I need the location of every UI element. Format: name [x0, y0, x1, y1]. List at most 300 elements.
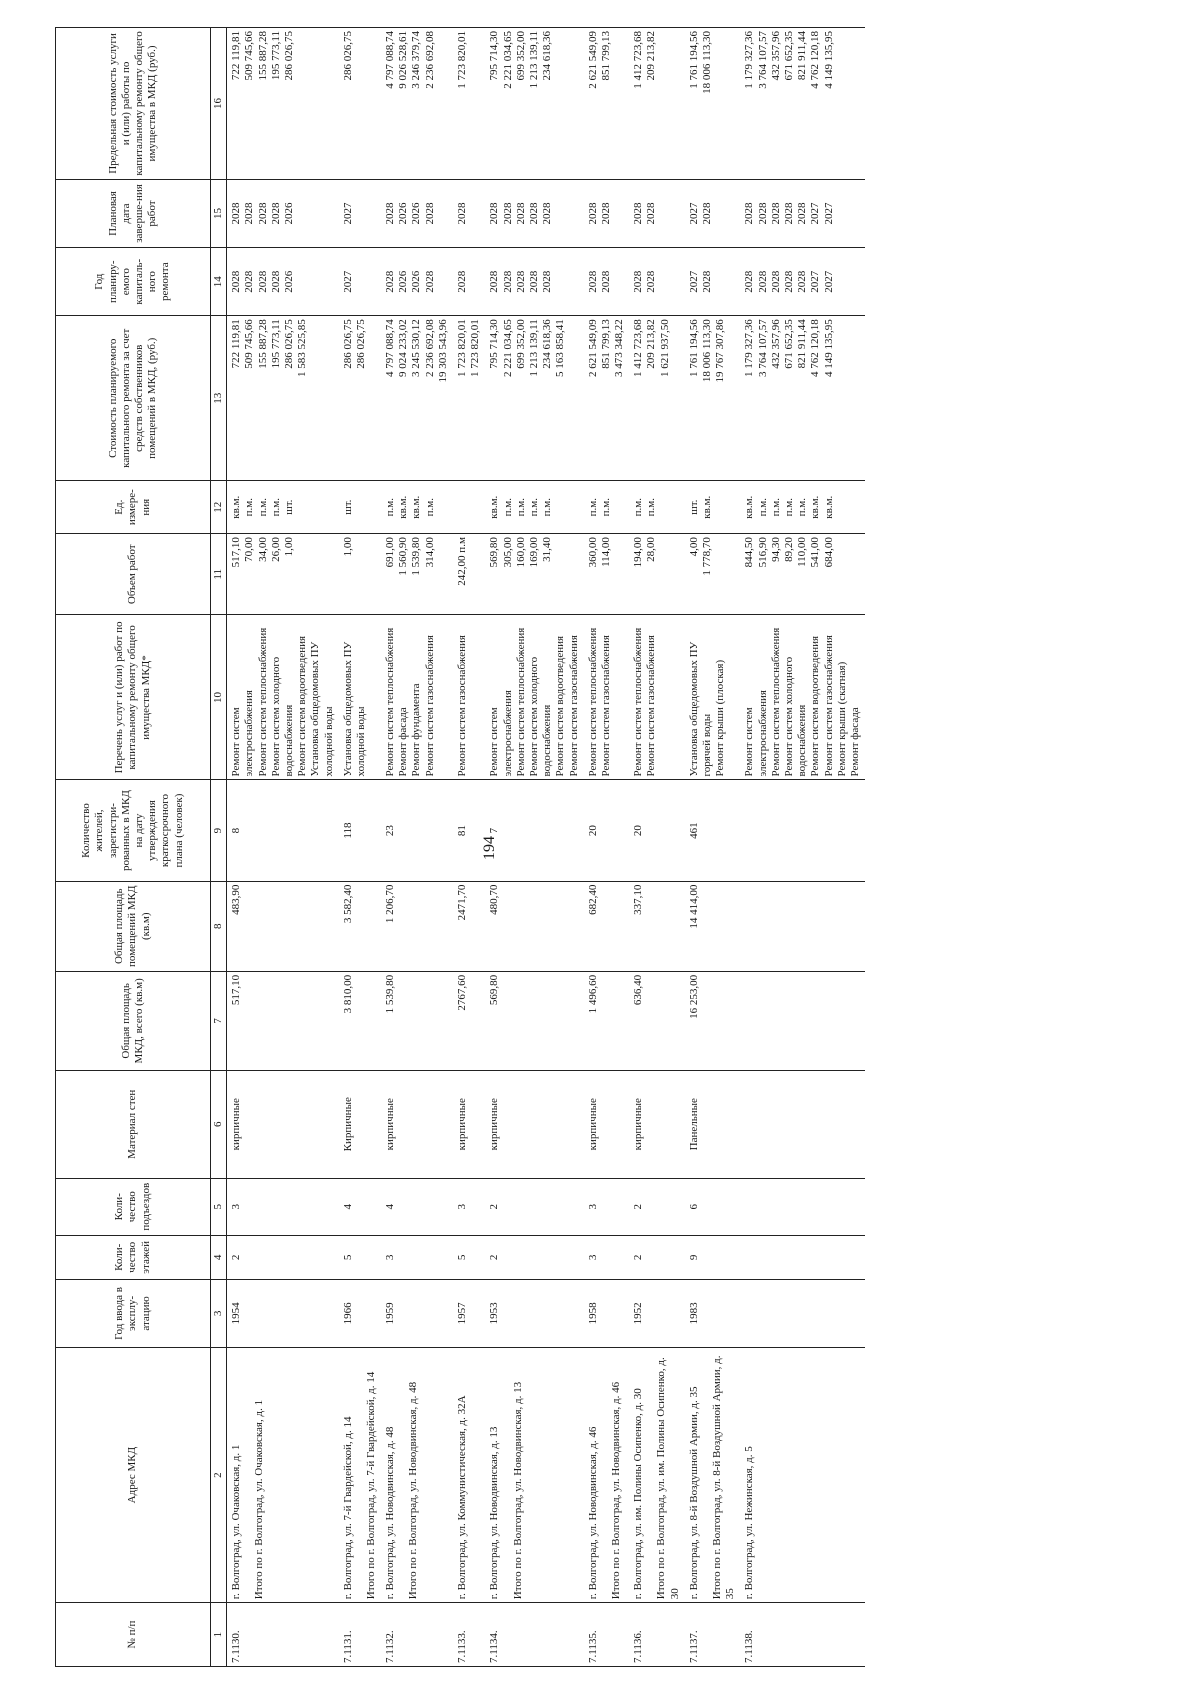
work-type — [485, 615, 583, 780]
cost-item: 195 773,11 — [269, 319, 282, 369]
plan-year-item: 2028 — [743, 270, 756, 293]
total-label: Итого по г. Волгоград, ул. Новодвинская, д. 13 — [511, 1381, 524, 1600]
work-volume-item: 70,00 — [243, 537, 256, 562]
plan-year-item: 2028 — [586, 270, 599, 293]
end-date-item: 2028 — [256, 202, 269, 225]
unit-item: кв.м. — [230, 495, 243, 519]
table-body — [227, 28, 865, 1667]
work-type-item: Ремонт систем водоотведения — [296, 635, 309, 777]
column-header: Ед. измере-ния — [56, 481, 211, 534]
plan-year-item: 2028 — [541, 270, 554, 293]
address: г. Волгоград, ул. Новодвинская, д. 48 — [384, 1426, 397, 1600]
residents-count: 461 — [685, 780, 741, 881]
total-label: Итого по г. Волгоград, ул. Новодвинская, д. 46 — [609, 1381, 622, 1600]
limit-cost-item: 821 911,44 — [796, 31, 809, 81]
commission-year: 1952 — [629, 1279, 685, 1347]
column-header: Год планиру-емого капиталь-ного ремонта — [56, 248, 211, 316]
cost — [584, 316, 630, 481]
column-header: Общая площадь помещений МКД (кв.м) — [56, 881, 211, 971]
limit-cost-item: 4 149 135,95 — [822, 31, 835, 89]
address: г. Волгоград, ул. 8-й Воздушной Армии, д. 35 — [687, 1386, 700, 1600]
entrances-count: 3 — [453, 1178, 485, 1235]
entrances-count: 4 — [339, 1178, 381, 1235]
work-volume-item: 1 539,80 — [410, 537, 423, 576]
work-type-item: Ремонт систем газоснабжения — [645, 635, 658, 777]
table-row — [584, 28, 630, 1667]
unit-item: шт. — [341, 499, 354, 515]
limit-cost-item: 1 213 139,11 — [527, 31, 540, 89]
floors-count — [740, 1235, 865, 1279]
wall-material: Панельные — [685, 1070, 741, 1178]
work-volume — [685, 534, 741, 615]
plan-year-item: 2028 — [599, 270, 612, 293]
total-cost: 1 583 525,85 — [296, 319, 309, 378]
column-header: Предельная стоимость услуги и (или) работы по капитальному ремонту общего имущества в МКД (руб.) — [56, 28, 211, 180]
total-area: 3 810,00 — [339, 971, 381, 1070]
unit-item: п.м. — [514, 498, 527, 517]
unit-item: п.м. — [541, 498, 554, 517]
limit-cost-item: 1 412 723,68 — [632, 31, 645, 89]
work-type — [629, 615, 685, 780]
unit-item: шт. — [282, 499, 295, 515]
limit-cost — [740, 28, 865, 180]
cost-item: 3 245 530,12 — [410, 319, 423, 378]
total-label: Итого по г. Волгоград, ул. Очаковская, д. 1 — [253, 1399, 266, 1600]
work-type-item: Ремонт систем газоснабжения — [567, 635, 580, 777]
address-cell — [339, 1348, 381, 1603]
cost — [740, 316, 865, 481]
address-cell — [685, 1348, 741, 1603]
column-header: Адрес МКД — [56, 1348, 211, 1603]
limit-cost-item: 3 246 379,74 — [410, 31, 423, 89]
header-row — [56, 28, 211, 1667]
work-type-item: Ремонт систем газоснабжения — [423, 635, 436, 777]
entrances-count: 2 — [629, 1178, 685, 1235]
plan-year-item: 2028 — [230, 270, 243, 293]
limit-cost-item: 722 119,81 — [230, 31, 243, 81]
work-type-item: Ремонт систем холодного водоснабжения — [527, 656, 554, 777]
floors-count: 9 — [685, 1235, 741, 1279]
plan-year-item: 2027 — [341, 270, 354, 293]
total-cost: 5 163 858,41 — [554, 319, 567, 378]
limit-cost-item: 851 799,13 — [599, 31, 612, 81]
work-volume-item: 160,00 — [514, 537, 527, 568]
work-volume-item: 691,00 — [384, 537, 397, 568]
total-cost: 1 621 937,50 — [658, 319, 671, 378]
work-type-item: Установка общедомовых ПУ горячей воды — [687, 641, 713, 777]
end-date — [584, 179, 630, 247]
unit-item: шт. — [687, 499, 700, 515]
cost — [339, 316, 381, 481]
unit — [584, 481, 630, 534]
end-date-item: 2028 — [269, 202, 282, 225]
limit-cost-item: 2 621 549,09 — [586, 31, 599, 89]
cost-item: 286 026,75 — [341, 319, 354, 369]
limit-cost — [339, 28, 381, 180]
work-volume-item: 4,00 — [687, 537, 700, 557]
address: г. Волгоград, ул. Новодвинская, д. 46 — [586, 1426, 599, 1600]
limit-cost-item: 699 352,00 — [514, 31, 527, 81]
unit-item: п.м. — [782, 498, 795, 517]
column-number: 16 — [211, 28, 227, 180]
work-volume-item: 110,00 — [796, 537, 809, 567]
work-volume-item: 1,00 — [282, 537, 295, 557]
cost — [485, 316, 583, 481]
cost-item: 1 412 723,68 — [632, 319, 645, 378]
limit-cost-item: 1 761 194,56 — [687, 31, 700, 89]
end-date-item: 2028 — [501, 202, 514, 225]
total-area: 517,10 — [227, 971, 339, 1070]
total-cost: 286 026,75 — [354, 319, 367, 369]
total-area: 1 496,60 — [584, 971, 630, 1070]
rooms-area: 14 414,00 — [685, 881, 741, 971]
work-type-item: Ремонт систем холодного водоснабжения — [782, 656, 809, 777]
wall-material: кирпичные — [584, 1070, 630, 1178]
wall-material: кирпичные — [381, 1070, 453, 1178]
total-area: 1 539,80 — [381, 971, 453, 1070]
unit — [740, 481, 865, 534]
end-date-item: 2028 — [527, 202, 540, 225]
table-row — [485, 28, 583, 1667]
work-type-item: Ремонт систем газоснабжения — [456, 635, 468, 777]
limit-cost-item: 4 762 120,18 — [809, 31, 822, 89]
unit-item: п.м. — [243, 498, 256, 517]
rooms-area: 480,70 — [485, 881, 583, 971]
column-header: Общая площадь МКД, всего (кв.м) — [56, 971, 211, 1070]
work-type-item: Ремонт систем водоотведения — [809, 635, 822, 777]
work-volume-item: 844,50 — [743, 537, 756, 568]
plan-year-item: 2028 — [488, 270, 501, 293]
plan-year — [685, 248, 741, 316]
residents-count: 8 — [227, 780, 339, 881]
unit-item — [456, 484, 469, 530]
limit-cost-item: 234 618,36 — [541, 31, 554, 81]
work-type — [685, 615, 741, 780]
entrances-count: 2 — [485, 1178, 583, 1235]
work-volume-item: 541,00 — [809, 537, 822, 568]
residents-count — [740, 780, 865, 881]
residents-count: 118 — [339, 780, 381, 881]
wall-material: кирпичные — [629, 1070, 685, 1178]
unit — [453, 481, 485, 534]
work-volume-item: 194,00 — [632, 537, 645, 568]
residents-count: 7 — [485, 780, 583, 881]
column-number: 4 — [211, 1235, 227, 1279]
work-type-item: Ремонт систем теплоснабжения — [256, 627, 269, 777]
row-number: 7.1133. — [453, 1603, 485, 1667]
column-number: 2 — [211, 1348, 227, 1603]
end-date-item: 2028 — [782, 202, 795, 225]
entrances-count: 4 — [381, 1178, 453, 1235]
work-volume-item: 242,00 п.м — [456, 537, 468, 586]
commission-year: 1957 — [453, 1279, 485, 1347]
table-row — [339, 28, 381, 1667]
address: г. Волгоград, ул. им. Полины Осипенко, д. 30 — [632, 1388, 645, 1600]
work-volume-item: 114,00 — [599, 537, 612, 567]
cost-item: 722 119,81 — [230, 319, 243, 369]
floors-count: 2 — [629, 1235, 685, 1279]
work-volume — [227, 534, 339, 615]
work-type-item: Ремонт систем газоснабжения — [822, 635, 835, 777]
unit-item: п.м. — [645, 498, 658, 517]
plan-year-item: 2028 — [514, 270, 527, 293]
work-type — [381, 615, 453, 780]
address: г. Волгоград, ул. Новодвинская, д. 13 — [488, 1426, 501, 1600]
plan-year-item: 2028 — [423, 270, 436, 293]
limit-cost-item: 9 026 528,61 — [397, 31, 410, 89]
cost-item: 209 213,82 — [645, 319, 658, 369]
work-volume-item: 517,10 — [230, 537, 243, 568]
end-date-item: 2028 — [456, 202, 468, 225]
plan-year-item: 2028 — [527, 270, 540, 293]
column-header: Количество жителей, зарегистри-рованных в МКД на дату утверждения краткосрочного плана (человек) — [56, 780, 211, 881]
rooms-area: 337,10 — [629, 881, 685, 971]
work-volume-item: 684,00 — [822, 537, 835, 568]
end-date-item: 2026 — [397, 202, 410, 225]
entrances-count — [740, 1178, 865, 1235]
total-cost: 19 303 543,96 — [436, 319, 449, 383]
end-date — [381, 179, 453, 247]
limit-cost-item: 795 714,30 — [488, 31, 501, 81]
limit-cost — [584, 28, 630, 180]
cost-item: 9 024 233,02 — [397, 319, 410, 378]
work-type-item: Ремонт фасада — [397, 707, 410, 777]
table-row — [227, 28, 339, 1667]
unit-item: п.м. — [632, 498, 645, 517]
work-volume-item: 31,40 — [541, 537, 554, 562]
plan-year-item: 2028 — [769, 270, 782, 293]
column-number: 12 — [211, 481, 227, 534]
work-volume-item: 1,00 — [341, 537, 354, 557]
work-type — [740, 615, 865, 780]
work-type-item: Ремонт систем теплоснабжения — [514, 627, 527, 777]
work-volume-item: 26,00 — [269, 537, 282, 562]
unit-item: п.м. — [527, 498, 540, 517]
total-cost: 19 767 307,86 — [714, 319, 727, 383]
work-type-item: Ремонт крыши (плоская) — [714, 659, 727, 777]
cost-item: 286 026,75 — [282, 319, 295, 369]
work-type-item: Ремонт крыши (скатная) — [835, 661, 848, 777]
cost-item: 3 764 107,57 — [756, 319, 769, 378]
rooms-area — [740, 881, 865, 971]
end-date-item: 2026 — [282, 202, 295, 225]
table-row — [629, 28, 685, 1667]
column-number: 8 — [211, 881, 227, 971]
column-number: 1 — [211, 1603, 227, 1667]
cost — [381, 316, 453, 481]
table-row — [740, 28, 865, 1667]
column-header: Объем работ — [56, 534, 211, 615]
unit-item: п.м. — [586, 498, 599, 517]
work-volume — [339, 534, 381, 615]
work-volume — [453, 534, 485, 615]
plan-year-item: 2028 — [701, 270, 713, 293]
cost-item: 4 797 088,74 — [384, 319, 397, 378]
work-volume-item: 314,00 — [423, 537, 436, 568]
work-volume-item: 169,00 — [527, 537, 540, 568]
work-type — [227, 615, 339, 780]
floors-count: 5 — [453, 1235, 485, 1279]
unit — [381, 481, 453, 534]
unit-item: п.м. — [769, 498, 782, 517]
cost — [453, 316, 485, 481]
work-volume — [584, 534, 630, 615]
work-type-item: Установка общедомовых ПУ холодной воды — [309, 641, 335, 777]
work-volume-item: 89,20 — [782, 537, 795, 562]
limit-cost — [685, 28, 741, 180]
rooms-area: 1 206,70 — [381, 881, 453, 971]
column-header: Коли-чество этажей — [56, 1235, 211, 1279]
commission-year: 1954 — [227, 1279, 339, 1347]
cost-item: 234 618,36 — [541, 319, 554, 369]
cost-item: 18 006 113,30 — [701, 319, 713, 383]
floors-count: 3 — [584, 1235, 630, 1279]
floors-count: 3 — [381, 1235, 453, 1279]
plan-year-item: 2028 — [796, 270, 809, 293]
address: г. Волгоград, ул. Коммунистическая, д. 32А — [456, 1395, 468, 1600]
unit-item: кв.м. — [743, 495, 756, 519]
address: г. Волгоград, ул. 7-й Гвардейской, д. 14 — [341, 1416, 354, 1600]
end-date-item: 2028 — [645, 202, 658, 225]
unit-item: п.м. — [756, 498, 769, 517]
end-date-item: 2028 — [541, 202, 554, 225]
work-volume-item: 1 778,70 — [701, 537, 713, 576]
rooms-area: 682,40 — [584, 881, 630, 971]
wall-material: кирпичные — [453, 1070, 485, 1178]
work-type-item: Ремонт систем электроснабжения — [743, 690, 769, 777]
cost-item: 699 352,00 — [514, 319, 527, 369]
unit-item: п.м. — [256, 498, 269, 517]
limit-cost — [629, 28, 685, 180]
cost-item: 509 745,66 — [243, 319, 256, 369]
unit — [629, 481, 685, 534]
row-number: 7.1134. — [485, 1603, 583, 1667]
plan-year-item: 2026 — [282, 270, 295, 293]
total-cost: 3 473 348,22 — [613, 319, 626, 378]
column-number: 10 — [211, 615, 227, 780]
column-number: 14 — [211, 248, 227, 316]
table-row — [453, 28, 485, 1667]
work-type-item: Ремонт фундамента — [410, 683, 423, 777]
work-volume-item: 569,80 — [488, 537, 501, 568]
column-header: Перечень услуг и (или) работ по капитальному ремонту общего имущества МКД* — [56, 615, 211, 780]
end-date — [453, 179, 485, 247]
rotated-table-sheet — [55, 27, 1195, 1667]
limit-cost-item: 1 723 820,01 — [456, 31, 468, 89]
cost-item: 2 621 549,09 — [586, 319, 599, 378]
column-header: № п/п — [56, 1603, 211, 1667]
total-label: Итого по г. Волгоград, ул. Новодвинская, д. 48 — [407, 1381, 420, 1600]
cost-item: 821 911,44 — [796, 319, 809, 369]
plan-year-item: 2027 — [809, 270, 822, 293]
unit-item: кв.м. — [397, 495, 410, 519]
unit-item: кв.м. — [488, 495, 501, 519]
work-volume — [740, 534, 865, 615]
limit-cost-item: 155 887,28 — [256, 31, 269, 81]
floors-count: 2 — [227, 1235, 339, 1279]
end-date-item: 2027 — [687, 202, 700, 225]
address-cell — [740, 1348, 865, 1603]
work-type-item: Ремонт систем электроснабжения — [488, 690, 514, 777]
plan-year — [453, 248, 485, 316]
row-number: 7.1135. — [584, 1603, 630, 1667]
end-date — [629, 179, 685, 247]
plan-year-item: 2028 — [632, 270, 645, 293]
column-number: 6 — [211, 1070, 227, 1178]
end-date-item: 2028 — [796, 202, 809, 225]
unit — [685, 481, 741, 534]
commission-year: 1959 — [381, 1279, 453, 1347]
work-volume-item: 305,00 — [501, 537, 514, 568]
page-number: 194 — [481, 836, 498, 860]
unit-item: п.м. — [384, 498, 397, 517]
work-type-item: Установка общедомовых ПУ холодной воды — [341, 641, 367, 777]
end-date-item: 2027 — [822, 202, 835, 225]
address-cell — [584, 1348, 630, 1603]
column-number: 11 — [211, 534, 227, 615]
limit-cost-item: 509 745,66 — [243, 31, 256, 81]
limit-cost-item: 671 652,35 — [782, 31, 795, 81]
entrances-count: 3 — [227, 1178, 339, 1235]
limit-cost-item: 4 797 088,74 — [384, 31, 397, 89]
address-cell — [485, 1348, 583, 1603]
limit-cost — [227, 28, 339, 180]
row-number: 7.1138. — [740, 1603, 865, 1667]
end-date — [227, 179, 339, 247]
limit-cost-item: 432 357,96 — [769, 31, 782, 81]
work-volume-item: 516,90 — [756, 537, 769, 568]
cost-item: 795 714,30 — [488, 319, 501, 369]
residents-count: 23 — [381, 780, 453, 881]
column-header: Год ввода в эксплу-атацию — [56, 1279, 211, 1347]
work-volume — [629, 534, 685, 615]
end-date — [685, 179, 741, 247]
total-label: Итого по г. Волгоград, ул. 8-й Воздушной Армии, д. 35 — [711, 1355, 737, 1600]
column-header: Материал стен — [56, 1070, 211, 1178]
limit-cost-item: 286 026,75 — [341, 31, 354, 81]
residents-count: 81 — [453, 780, 485, 881]
work-type-item: Ремонт систем теплоснабжения — [769, 627, 782, 777]
address-cell — [453, 1348, 485, 1603]
end-date-item: 2028 — [243, 202, 256, 225]
column-header: Стоимость планируемого капитального ремонта за счет средств собственников помещений в МКД, (руб.) — [56, 316, 211, 481]
commission-year: 1958 — [584, 1279, 630, 1347]
address-cell — [381, 1348, 453, 1603]
rooms-area: 483,90 — [227, 881, 339, 971]
work-type-item: Ремонт систем теплоснабжения — [384, 627, 397, 777]
end-date-item: 2028 — [756, 202, 769, 225]
limit-cost-item: 18 006 113,30 — [701, 31, 713, 94]
plan-year — [339, 248, 381, 316]
plan-year-item: 2028 — [269, 270, 282, 293]
commission-year: 1953 — [485, 1279, 583, 1347]
total-area — [740, 971, 865, 1070]
row-number: 7.1136. — [629, 1603, 685, 1667]
plan-year — [740, 248, 865, 316]
work-volume — [485, 534, 583, 615]
residents-count: 20 — [584, 780, 630, 881]
work-volume-item: 34,00 — [256, 537, 269, 562]
plan-year-item: 2028 — [243, 270, 256, 293]
work-volume-item: 94,30 — [769, 537, 782, 562]
column-header: Плановая дата заверше-ния работ — [56, 179, 211, 247]
plan-year — [584, 248, 630, 316]
residents-count: 20 — [629, 780, 685, 881]
work-volume-item: 1 560,90 — [397, 537, 410, 576]
work-type-item: Ремонт систем теплоснабжения — [586, 627, 599, 777]
limit-cost-item: 209 213,82 — [645, 31, 658, 81]
limit-cost — [485, 28, 583, 180]
